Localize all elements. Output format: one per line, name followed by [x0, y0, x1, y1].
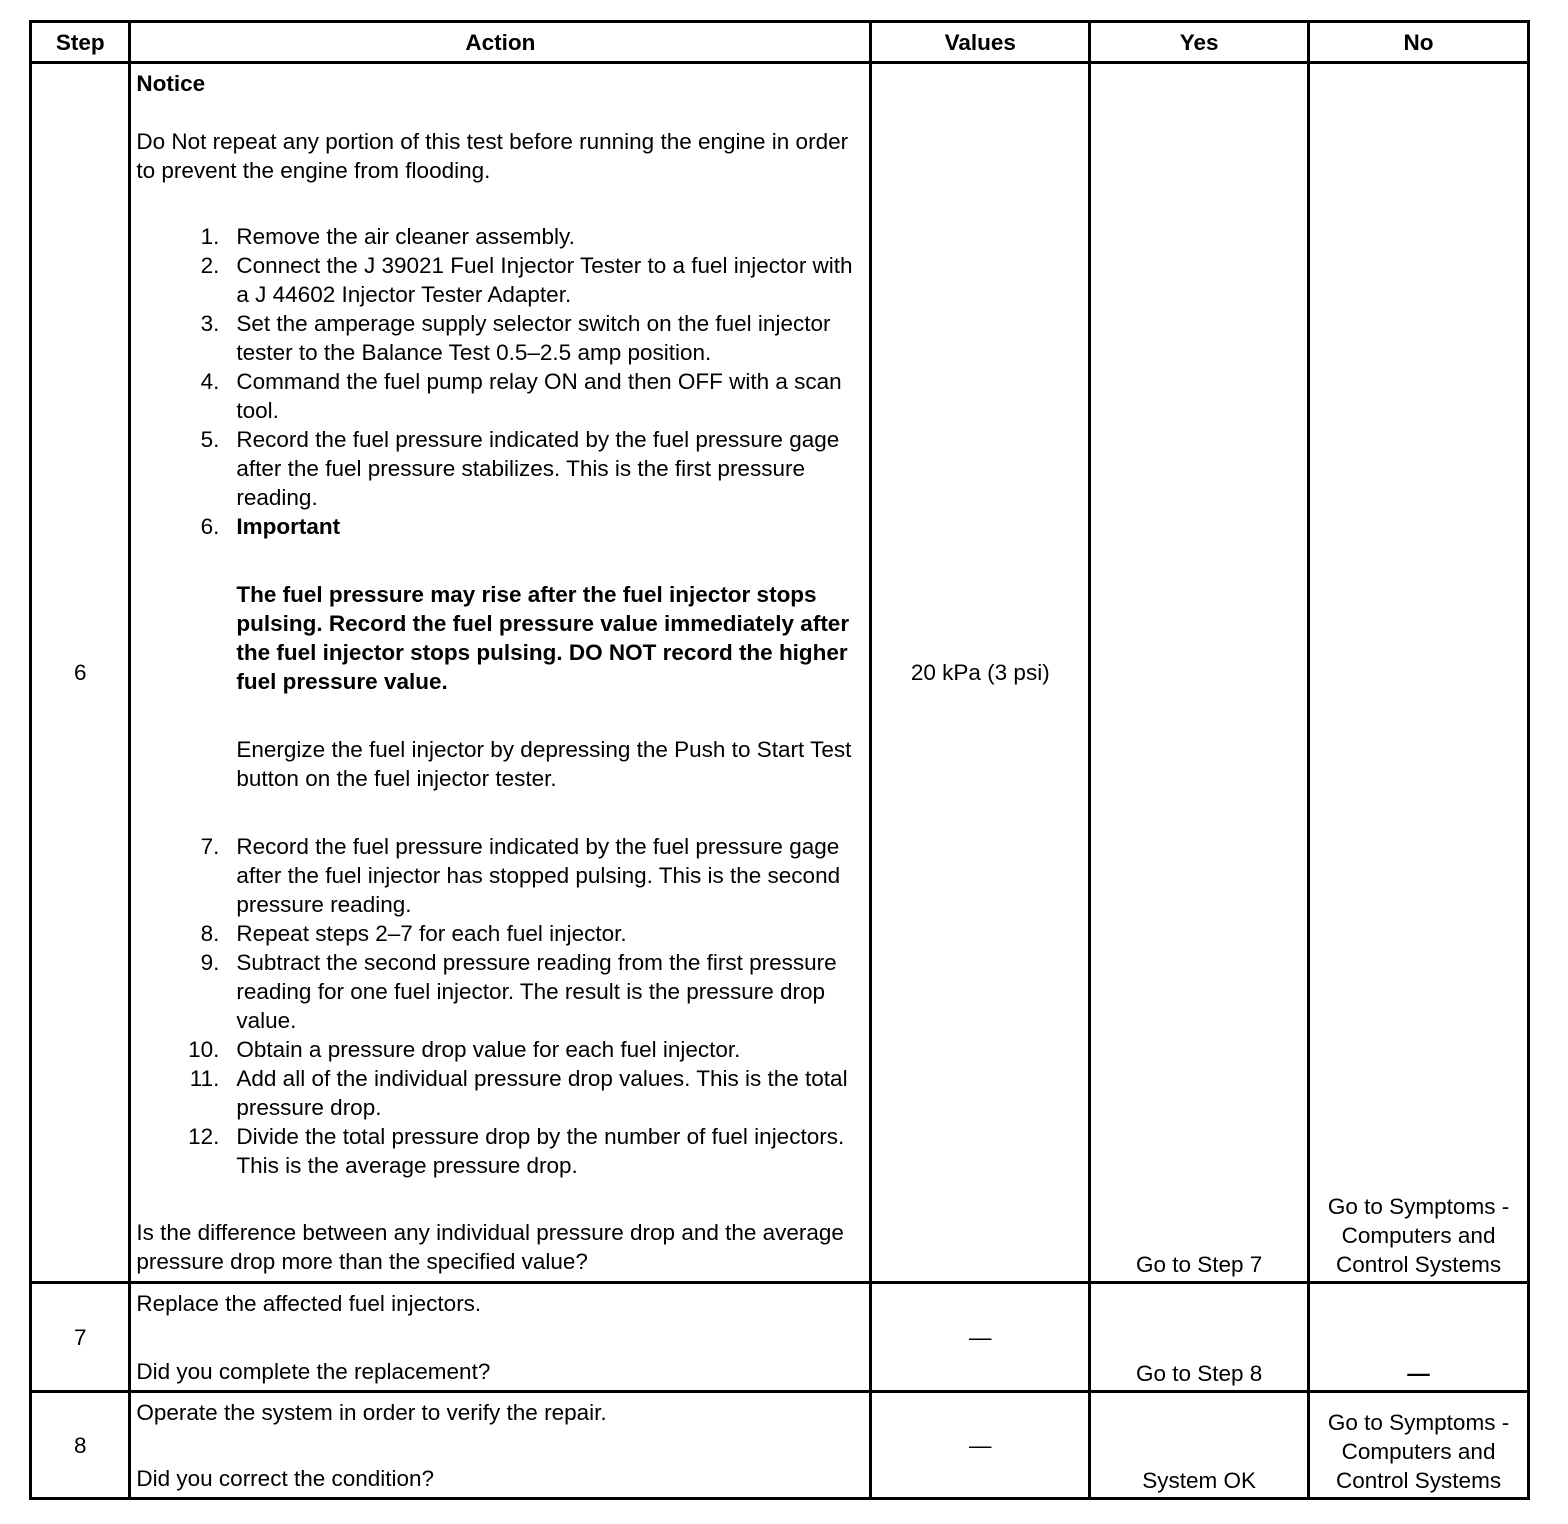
action-text: Operate the system in order to verify the repair.: [136, 1400, 607, 1425]
list-item: 6. Important The fuel pressure may rise after the fuel injector stops pulsing. Record the fuel pressure value immediately after the fuel injector stops pulsing. DO NOT record the higher fuel pressure value. Energize the fuel injector by depressing the Push to Start Test button on the fuel injector tester.: [136, 512, 865, 832]
header-action: Action: [130, 22, 871, 63]
question-text: Did you correct the condition?: [136, 1466, 435, 1491]
important-text: The fuel pressure may rise after the fuel injector stops pulsing. Record the fuel pressure value immediately after the fuel injector stops pulsing. DO NOT record the higher fuel pressure value.: [236, 582, 850, 694]
step-number: 8: [31, 1392, 130, 1499]
step-number: 7: [31, 1283, 130, 1392]
header-values: Values: [871, 22, 1090, 63]
action-cell: [130, 1392, 871, 1499]
yes-cell: Go to Step 8: [1090, 1283, 1309, 1392]
energize-text: Energize the fuel injector by depressing the Push to Start Test button on the fuel injector tester.: [236, 737, 852, 791]
yes-cell: System OK: [1090, 1392, 1309, 1499]
step-number: 6: [31, 63, 130, 1283]
header-row: [31, 22, 1529, 63]
notice-text: Do Not repeat any portion of this test before running the engine in order to prevent the engine from flooding.: [136, 129, 849, 183]
list-item: 4. Command the fuel pump relay ON and then OFF with a scan tool.: [200, 369, 842, 423]
question-text: Is the difference between any individual pressure drop and the average pressure drop more than the specified value?: [136, 1220, 844, 1274]
table-row-step-6: [31, 63, 1529, 1283]
list-item: 10. Obtain a pressure drop value for each fuel injector.: [188, 1037, 741, 1062]
header-step: Step: [31, 22, 130, 63]
list-item: 7. Record the fuel pressure indicated by the fuel pressure gage after the fuel injector has stopped pulsing. This is the second pressure reading.: [200, 834, 841, 917]
values-cell: —: [871, 1283, 1090, 1392]
yes-cell: Go to Step 7: [1090, 63, 1309, 1283]
list-item: 2. Connect the J 39021 Fuel Injector Tester to a fuel injector with a J 44602 Injector Tester Adapter.: [200, 253, 853, 307]
list-item: 8. Repeat steps 2–7 for each fuel injector.: [200, 921, 627, 946]
action-text: Replace the affected fuel injectors.: [136, 1291, 482, 1316]
table-row-step-8: [31, 1392, 1529, 1499]
notice-heading: Notice: [136, 71, 206, 96]
table-row-step-7: [31, 1283, 1529, 1392]
header-no: No: [1309, 22, 1529, 63]
list-item: 3. Set the amperage supply selector switch on the fuel injector tester to the Balance Test 0.5–2.5 amp position.: [200, 311, 831, 365]
no-cell: —: [1309, 1283, 1529, 1392]
no-cell: Go to Symptoms - Computers and Control Systems: [1309, 63, 1529, 1283]
action-cell: [130, 63, 871, 1283]
list-item: 9. Subtract the second pressure reading from the first pressure reading for one fuel injector. The result is the pressure drop value.: [200, 950, 837, 1033]
list-item: 12. Divide the total pressure drop by the number of fuel injectors. This is the average pressure drop.: [188, 1124, 845, 1178]
procedure-list: [136, 222, 865, 1180]
action-cell: [130, 1283, 871, 1392]
header-yes: Yes: [1090, 22, 1309, 63]
values-cell: —: [871, 1392, 1090, 1499]
important-heading: Important: [236, 514, 341, 539]
diagnostic-table: [29, 20, 1530, 1500]
question-text: Did you complete the replacement?: [136, 1359, 491, 1384]
list-item: 5. Record the fuel pressure indicated by the fuel pressure gage after the fuel pressure stabilizes. This is the first pressure reading.: [200, 427, 840, 510]
no-cell: Go to Symptoms - Computers and Control Systems: [1309, 1392, 1529, 1499]
list-item: 1. Remove the air cleaner assembly.: [200, 224, 575, 249]
values-cell: 20 kPa (3 psi): [871, 63, 1090, 1283]
list-item: 11. Add all of the individual pressure drop values. This is the total pressure drop.: [189, 1066, 848, 1120]
